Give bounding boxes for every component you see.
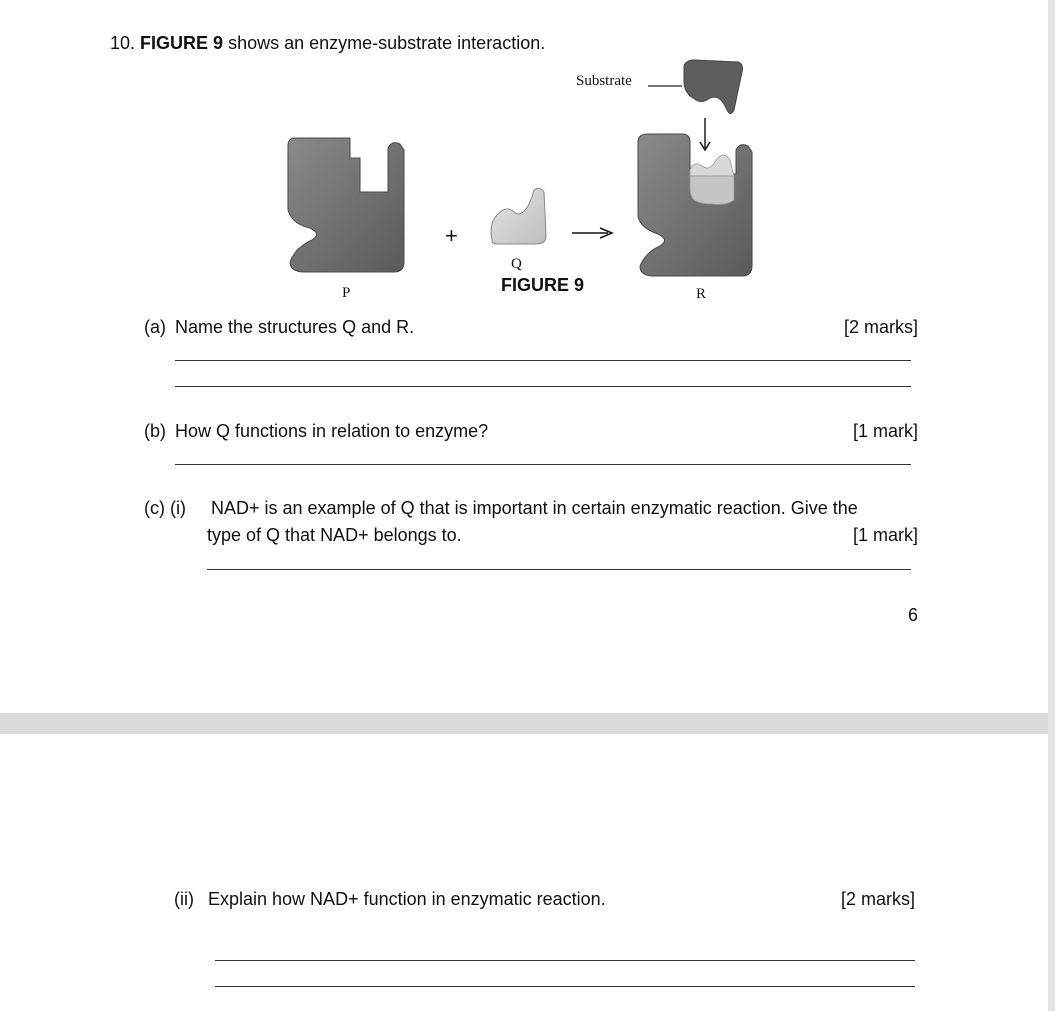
part-c-label: (c) (i) <box>144 498 186 518</box>
question-title-text: shows an enzyme-substrate interaction. <box>223 33 546 53</box>
substrate-shape <box>684 60 743 114</box>
label-p: P <box>342 285 351 301</box>
part-c-ii-label: (ii) <box>174 889 194 909</box>
part-b-question: How Q functions in relation to enzyme? <box>175 421 489 441</box>
enzyme-r-shape <box>638 134 752 276</box>
part-c-question-line1: NAD+ is an example of Q that is important in certain enzymatic reaction. Give the <box>211 498 858 518</box>
cofactor-q-shape <box>491 188 546 244</box>
figure-caption: FIGURE 9 <box>501 275 585 295</box>
part-b-label: (b) <box>144 421 166 441</box>
answer-line-c-ii-1[interactable] <box>215 960 915 961</box>
binding-arrow <box>700 118 710 150</box>
reaction-arrow <box>572 228 612 238</box>
page-number: 6 <box>907 605 918 625</box>
label-r: R <box>696 286 707 302</box>
part-c-ii-marks: [2 marks] <box>840 889 915 909</box>
part-c-ii-question: Explain how NAD+ function in enzymatic reaction. <box>208 889 606 909</box>
question-number: 10. <box>110 33 136 53</box>
part-c-marks: [1 mark] <box>852 525 918 545</box>
part-a-question: Name the structures Q and R. <box>175 317 415 337</box>
answer-line-c-ii-2[interactable] <box>215 986 915 987</box>
part-c-question-line2: type of Q that NAD+ belongs to. <box>207 525 462 545</box>
page-gap <box>0 713 1055 734</box>
answer-line-a1[interactable] <box>175 360 911 361</box>
bound-cofactor-shape <box>690 176 734 205</box>
part-a-label: (a) <box>144 317 166 337</box>
answer-line-a2[interactable] <box>175 386 911 387</box>
bound-substrate-shape <box>690 155 734 176</box>
answer-line-c[interactable] <box>207 569 911 570</box>
exam-page-2 <box>0 734 1048 1011</box>
label-q: Q <box>511 256 522 272</box>
figure-reference: FIGURE 9 <box>140 33 224 53</box>
answer-line-b[interactable] <box>175 464 911 465</box>
plus-sign: + <box>445 223 458 248</box>
part-a-marks: [2 marks] <box>843 317 918 337</box>
scrollbar-track[interactable] <box>1048 0 1055 1011</box>
enzyme-p-shape <box>288 138 404 272</box>
substrate-label: Substrate <box>576 73 632 89</box>
part-b-marks: [1 mark] <box>852 421 918 441</box>
